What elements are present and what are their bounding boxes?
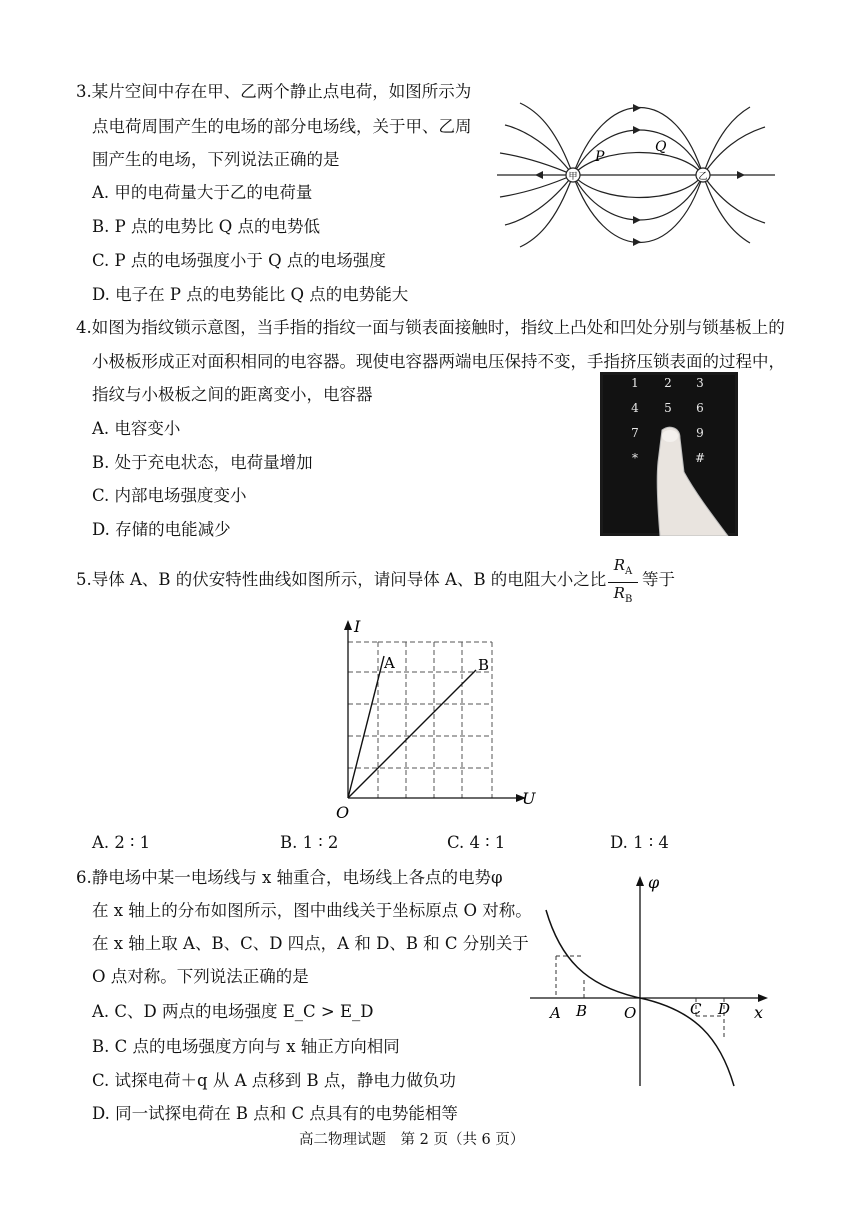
arrowhead <box>633 216 641 224</box>
q6-potential-graph <box>530 868 770 1090</box>
q5-frac-numerator: $R_A$ <box>613 556 633 577</box>
q3-option-b: B. P 点的电势比 Q 点的电势低 <box>92 217 320 236</box>
field-line-out <box>500 153 573 175</box>
q6-point-b-label: B <box>576 1002 588 1020</box>
keypad-key-9: 9 <box>696 426 704 440</box>
keypad-key-6: 6 <box>696 401 704 415</box>
q6-option-b: B. C 点的电场强度方向与 x 轴正方向相同 <box>92 1037 400 1056</box>
q4-option-b: B. 处于充电状态，电荷量增加 <box>92 453 313 472</box>
q5-i-label: I <box>354 617 361 636</box>
q6-point-d-label: D <box>718 1000 731 1018</box>
keypad-key-star: * <box>632 451 638 465</box>
point-p-label: P <box>595 149 605 165</box>
q3-option-a: A. 甲的电荷量大于乙的电荷量 <box>92 183 313 202</box>
keypad-key-5: 5 <box>664 401 672 415</box>
q5-origin-label: O <box>336 803 350 822</box>
q6-stem-line-3: 在 x 轴上取 A、B、C、D 四点，A 和 D、B 和 C 分别关于 <box>92 934 529 953</box>
keypad-key-3: 3 <box>696 376 704 390</box>
q6-stem-line-4: O 点对称。下列说法正确的是 <box>92 967 309 986</box>
q5-option-b: B. 1 ∶ 2 <box>280 833 339 852</box>
q6-phi-axis-arrow <box>636 876 644 886</box>
field-line-arc <box>573 153 703 176</box>
q5-i-axis-arrow <box>344 620 352 630</box>
q6-origin-label: O <box>624 1004 637 1022</box>
arrowhead <box>633 104 641 112</box>
q6-x-label: x <box>754 1003 764 1022</box>
q4-option-d: D. 存储的电能减少 <box>92 520 231 539</box>
field-line-arc <box>573 175 703 243</box>
q6-option-d: D. 同一试探电荷在 B 点和 C 点具有的电势能相等 <box>92 1104 458 1123</box>
charge-jia-label: 甲 <box>568 172 578 182</box>
q6-point-c-label: C <box>690 1000 702 1018</box>
q6-x-axis-arrow <box>758 994 768 1002</box>
q5-line-a-label: A <box>384 654 395 672</box>
page-footer: 高二物理试题 第 2 页（共 6 页） <box>299 1132 525 1148</box>
q5-option-c: C. 4 ∶ 1 <box>447 833 506 852</box>
q5-line-a <box>348 656 384 798</box>
keypad-key-4: 4 <box>631 401 639 415</box>
q5-frac-denominator: $R_B$ <box>613 584 633 605</box>
q3-stem-line-1: 3.某片空间中存在甲、乙两个静止点电荷，如图所示为 <box>76 82 472 101</box>
field-line-out <box>500 175 573 197</box>
q6-stem-line-2: 在 x 轴上的分布如图所示，图中曲线关于坐标原点 O 对称。 <box>92 901 532 920</box>
arrowhead <box>633 238 641 246</box>
field-line-arc <box>573 175 703 198</box>
keypad-key-hash: # <box>694 451 706 465</box>
q5-option-a: A. 2 ∶ 1 <box>92 833 151 852</box>
q3-stem-line-2: 点电荷周围产生的电场的部分电场线，关于甲、乙周 <box>92 117 472 136</box>
q5-grid <box>348 642 492 798</box>
q4-stem-line-3: 指纹与小极板之间的距离变小，电容器 <box>92 385 373 404</box>
q5-line-b-label: B <box>478 656 490 674</box>
keypad-key-2: 2 <box>664 376 672 390</box>
q5-u-label: U <box>522 789 536 808</box>
q5-option-d: D. 1 ∶ 4 <box>610 833 669 852</box>
q4-stem-line-1: 4.如图为指纹锁示意图，当手指的指纹一面与锁表面接触时，指纹上凸处和凹处分别与锁基板上的 <box>76 318 785 337</box>
arrowhead <box>633 126 641 134</box>
q5-stem-end: 等于 <box>642 570 675 589</box>
keypad-key-1: 1 <box>631 376 639 390</box>
q4-option-a: A. 电容变小 <box>92 419 181 438</box>
q6-stem-line-1: 6.静电场中某一电场线与 x 轴重合，电场线上各点的电势φ <box>76 868 503 887</box>
q5-ratio-fraction <box>608 556 638 609</box>
arrowhead <box>737 171 745 179</box>
q6-point-a-label: A <box>550 1004 561 1022</box>
q4-option-c: C. 内部电场强度变小 <box>92 486 247 505</box>
q4-fingerprint-lock-photo <box>600 372 738 536</box>
q6-option-a: A. C、D 两点的电场强度 E_C > E_D <box>92 1002 374 1021</box>
q3-field-line-figure <box>495 95 780 255</box>
q5-line-b <box>348 670 476 798</box>
keypad-key-7: 7 <box>631 426 639 440</box>
fingertip <box>662 430 678 442</box>
charge-yi-label: 乙 <box>698 172 708 182</box>
q5-iv-graph <box>330 612 540 822</box>
arrowhead <box>535 171 543 179</box>
field-line-arc <box>573 108 703 176</box>
q3-stem-line-3: 围产生的电场，下列说法正确的是 <box>92 150 340 169</box>
q5-frac-bar <box>608 582 638 583</box>
q6-phi-label: φ <box>648 873 660 892</box>
q3-option-d: D. 电子在 P 点的电势能比 Q 点的电势能大 <box>92 285 409 304</box>
q5-stem: 5.导体 A、B 的伏安特性曲线如图所示，请问导体 A、B 的电阻大小之比 <box>76 570 607 589</box>
q4-stem-line-2: 小极板形成正对面积相同的电容器。现使电容器两端电压保持不变，手指挤压锁表面的过程中， <box>92 352 785 371</box>
q6-option-c: C. 试探电荷＋q 从 A 点移到 B 点，静电力做负功 <box>92 1071 456 1090</box>
point-q-label: Q <box>655 139 667 155</box>
q3-option-c: C. P 点的电场强度小于 Q 点的电场强度 <box>92 251 386 270</box>
